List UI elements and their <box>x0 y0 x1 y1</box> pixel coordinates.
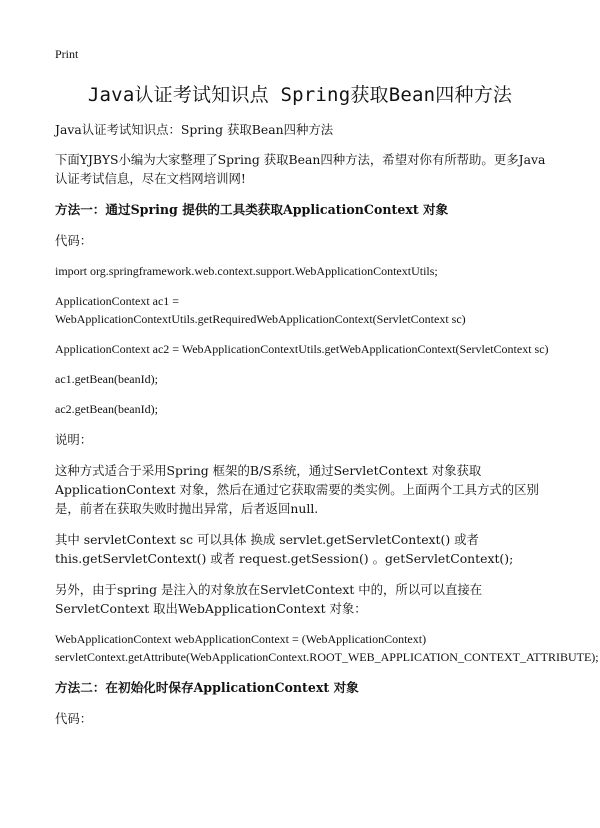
document-title: Java认证考试知识点 Spring获取Bean四种方法 <box>87 84 513 106</box>
explain-paragraph: 这种方式适合于采用Spring 框架的B/S系统，通过ServletContext 对象获取ApplicationContext 对象，然后在通过它获取需要的类实例。上面两个工具方式的区别是，前者在获取失败时抛出异常，后者返回null. <box>55 463 539 516</box>
servlet-paragraph: 其中 servletContext sc 可以具体 换成 servlet.getServletContext() 或者this.getServletContext() 或者 request.getSession() 。getServletContext(); <box>55 532 514 566</box>
code-label: 代码： <box>55 233 93 248</box>
print-label: Print <box>55 47 79 61</box>
code-label-2: 代码： <box>55 711 93 726</box>
code-ac1-line: ApplicationContext ac1 = WebApplicationContextUtils.getRequiredWebApplicationContext(ServletContext sc) <box>55 294 466 326</box>
intro-line: Java认证考试知识点：Spring 获取Bean四种方法 <box>55 122 334 137</box>
method-one-heading: 方法一：通过Spring 提供的工具类获取ApplicationContext 对象 <box>55 202 449 217</box>
context-code-block: WebApplicationContext webApplicationContext = (WebApplicationContext) servletContext.getAttribute(WebApplicationContext.ROOT_WEB_APPLICATION_CONTEXT_ATTRIBUTE); <box>55 632 599 664</box>
spring-paragraph: 另外，由于spring 是注入的对象放在ServletContext 中的，所以可以直接在ServletContext 取出WebApplicationContext 对象： <box>55 582 483 616</box>
explain-label: 说明： <box>55 432 93 447</box>
intro-paragraph: 下面YJBYS小编为大家整理了Spring 获取Bean四种方法，希望对你有所帮助。更多Java认证考试信息，尽在文档网培训网! <box>55 152 546 186</box>
code-ac2-line: ApplicationContext ac2 = WebApplicationContextUtils.getWebApplicationContext(ServletContext sc) <box>55 342 549 356</box>
code-getbean-2: ac2.getBean(beanId); <box>55 402 158 416</box>
code-import-line: import org.springframework.web.context.support.WebApplicationContextUtils; <box>55 264 438 278</box>
method-two-heading: 方法二：在初始化时保存ApplicationContext 对象 <box>55 680 359 695</box>
article-body <box>55 120 599 740</box>
code-getbean-1: ac1.getBean(beanId); <box>55 372 158 386</box>
